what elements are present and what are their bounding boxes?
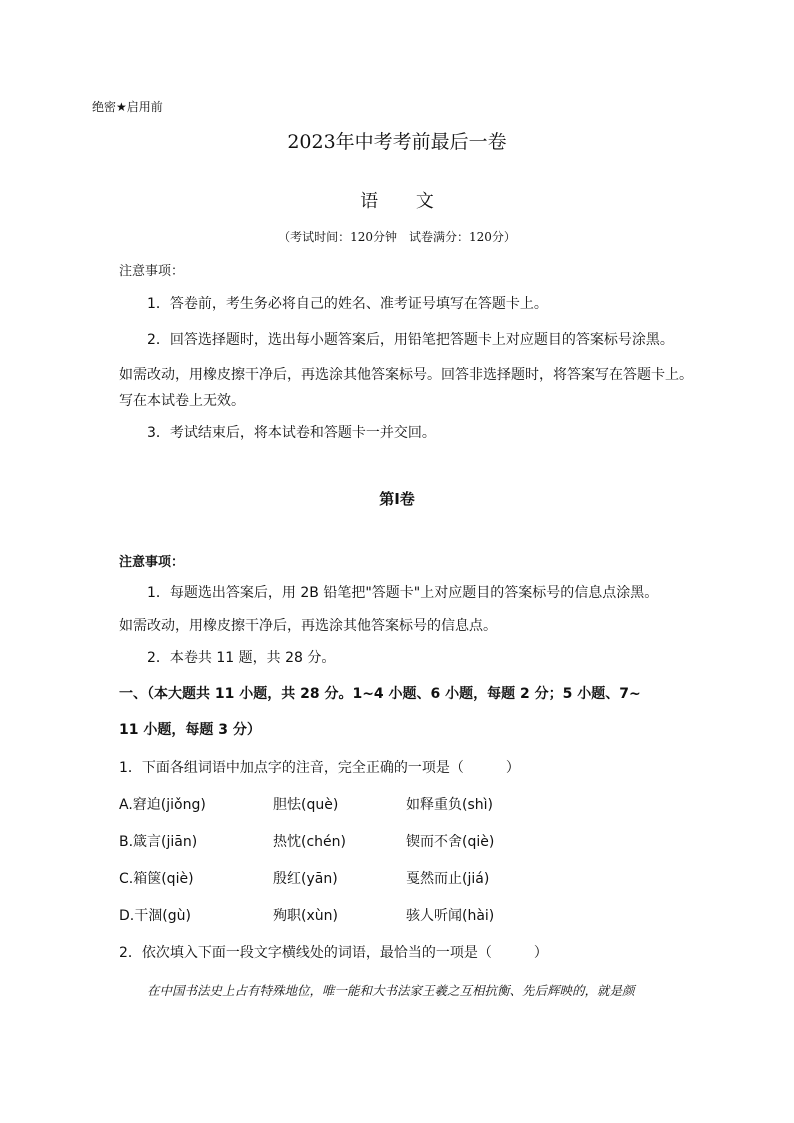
- option-d-word1: D.干涸(gù): [119, 908, 191, 924]
- question-stem: 1．下面各组词语中加点字的注音，完全正确的一项是（ ）: [119, 760, 520, 776]
- notice-heading: 注意事项：: [119, 555, 185, 570]
- subject-title: 语 文: [360, 191, 450, 212]
- notice-item: 如需改动，用橡皮擦干净后，再选涂其他答案标号的信息点。: [119, 618, 497, 634]
- option-a-word2: 胆怯(què): [273, 797, 339, 813]
- exam-meta: （考试时间：120分钟 试卷满分：120分）: [278, 230, 516, 244]
- option-b-word2: 热忱(chén): [273, 834, 346, 850]
- passage-text: 在中国书法史上占有特殊地位，唯一能和大书法家王羲之互相抗衡、先后辉映的，就是颜: [147, 983, 635, 998]
- option-d-word2: 殉职(xùn): [273, 908, 338, 924]
- notice-item: 写在本试卷上无效。: [119, 393, 245, 409]
- option-c-word2: 殷红(yān): [273, 871, 338, 887]
- option-c-word3: 戛然而止(jiá): [406, 871, 490, 887]
- notice-item: 1．每题选出答案后，用 2B 铅笔把"答题卡"上对应题目的答案标号的信息点涂黑。: [147, 585, 659, 601]
- option-d-word3: 骇人听闻(hài): [406, 908, 495, 924]
- question-stem: 2．依次填入下面一段文字横线处的词语，最恰当的一项是（ ）: [119, 945, 548, 961]
- secret-label: 绝密★启用前: [92, 100, 163, 114]
- volume-title: 第Ⅰ卷: [379, 490, 415, 508]
- notice-item: 2．回答选择题时，选出每小题答案后，用铅笔把答题卡上对应题目的答案标号涂黑。: [147, 332, 674, 348]
- section-heading-cont: 11 小题，每题 3 分）: [119, 722, 261, 738]
- section-heading: 一、（本大题共 11 小题，共 28 分。1~4 小题、6 小题，每题 2 分；5 小题、7~: [119, 686, 641, 702]
- option-b-word3: 锲而不舍(qiè): [406, 834, 495, 850]
- option-a-word1: A.窘迫(jiǒng): [119, 797, 206, 813]
- option-c-word1: C.箱箧(qiè): [119, 871, 194, 887]
- notice-heading: 注意事项：: [119, 264, 185, 279]
- notice-item: 如需改动，用橡皮擦干净后，再选涂其他答案标号。回答非选择题时，将答案写在答题卡上。: [119, 367, 693, 383]
- option-a-word3: 如释重负(shì): [406, 797, 493, 813]
- notice-item: 3．考试结束后，将本试卷和答题卡一并交回。: [147, 425, 436, 441]
- notice-item: 1．答卷前，考生务必将自己的姓名、准考证号填写在答题卡上。: [147, 296, 548, 312]
- option-b-word1: B.箴言(jiān): [119, 834, 198, 850]
- exam-title: 2023年中考考前最后一卷: [287, 131, 507, 153]
- notice-item: 2．本卷共 11 题，共 28 分。: [147, 650, 336, 666]
